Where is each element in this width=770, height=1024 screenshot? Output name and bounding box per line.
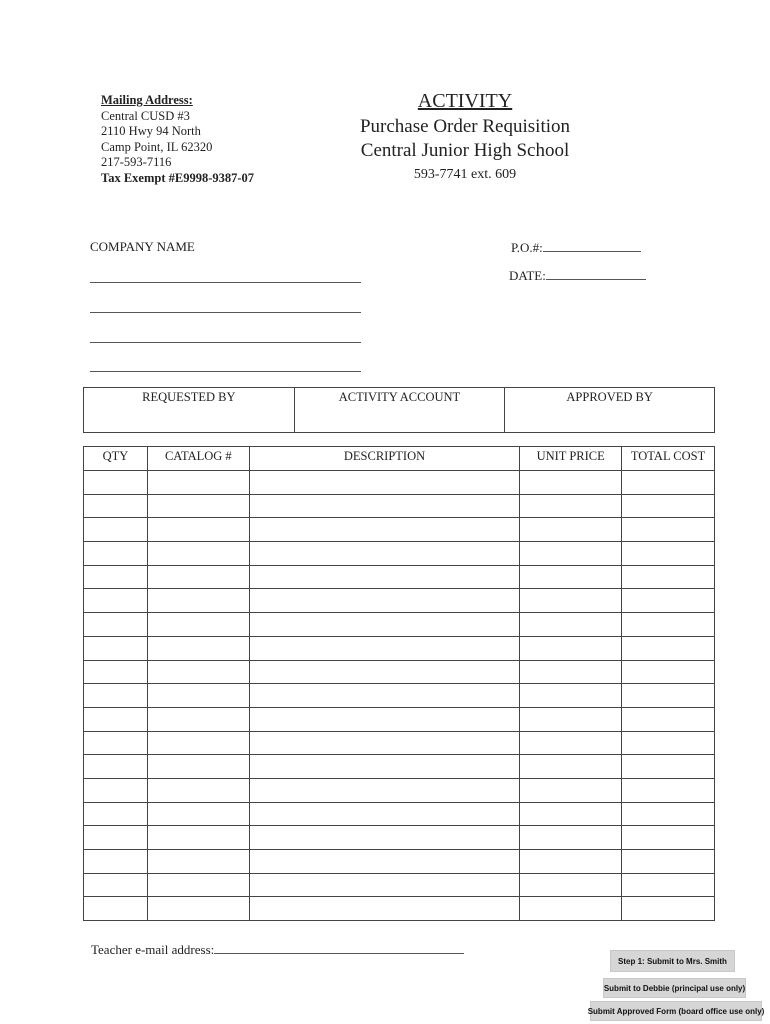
table-row <box>84 755 715 779</box>
mailing-address-line-2: 2110 Hwy 94 North <box>101 124 201 138</box>
table-row <box>84 589 715 613</box>
description-header: DESCRIPTION <box>249 447 520 471</box>
unit-price-cell[interactable] <box>520 518 622 542</box>
total-cost-cell[interactable] <box>622 873 715 897</box>
total-cost-header: TOTAL COST <box>622 447 715 471</box>
description-cell[interactable] <box>249 565 520 589</box>
submit-to-mrs-smith-button[interactable]: Step 1: Submit to Mrs. Smith <box>610 950 735 972</box>
table-row <box>84 613 715 637</box>
catalog-cell[interactable] <box>147 778 249 802</box>
total-cost-cell[interactable] <box>622 897 715 921</box>
catalog-cell[interactable] <box>147 471 249 495</box>
catalog-cell[interactable] <box>147 494 249 518</box>
submit-to-debbie-button[interactable]: Submit to Debbie (principal use only) <box>603 978 746 998</box>
company-name-field-3[interactable] <box>90 342 361 343</box>
approved-by-cell[interactable] <box>505 388 715 433</box>
catalog-cell[interactable] <box>147 802 249 826</box>
description-cell[interactable] <box>249 542 520 566</box>
description-cell[interactable] <box>249 518 520 542</box>
form-title-phone: 593-7741 ext. 609 <box>413 167 517 182</box>
qty-cell[interactable] <box>84 684 148 708</box>
unit-price-header: UNIT PRICE <box>520 447 622 471</box>
teacher-email-line[interactable] <box>214 943 464 954</box>
unit-price-cell[interactable] <box>520 826 622 850</box>
catalog-cell[interactable] <box>147 565 249 589</box>
qty-cell[interactable] <box>84 778 148 802</box>
description-cell[interactable] <box>249 613 520 637</box>
total-cost-cell[interactable] <box>622 589 715 613</box>
form-title-school: Central Junior High School <box>360 140 570 161</box>
activity-account-label: ACTIVITY ACCOUNT <box>338 390 461 404</box>
total-cost-cell[interactable] <box>622 707 715 731</box>
total-cost-cell[interactable] <box>622 565 715 589</box>
qty-cell[interactable] <box>84 897 148 921</box>
po-number-label: P.O.#: <box>511 240 543 255</box>
qty-cell[interactable] <box>84 565 148 589</box>
total-cost-cell[interactable] <box>622 684 715 708</box>
table-row <box>84 802 715 826</box>
items-header-row <box>84 447 715 471</box>
mailing-address-phone: 217-593-7116 <box>101 155 172 169</box>
tax-exempt-number: Tax Exempt #E9998-9387-07 <box>101 170 255 185</box>
table-row <box>84 873 715 897</box>
approved-by-label: APPROVED BY <box>566 390 653 404</box>
table-row <box>84 636 715 660</box>
total-cost-cell[interactable] <box>622 494 715 518</box>
unit-price-cell[interactable] <box>520 731 622 755</box>
total-cost-cell[interactable] <box>622 826 715 850</box>
qty-cell[interactable] <box>84 471 148 495</box>
table-row <box>84 684 715 708</box>
qty-header: QTY <box>84 447 148 471</box>
total-cost-cell[interactable] <box>622 660 715 684</box>
total-cost-cell[interactable] <box>622 518 715 542</box>
unit-price-cell[interactable] <box>520 707 622 731</box>
catalog-cell[interactable] <box>147 542 249 566</box>
description-cell[interactable] <box>249 873 520 897</box>
catalog-cell[interactable] <box>147 684 249 708</box>
requested-by-label: REQUESTED BY <box>142 390 236 404</box>
approvals-table <box>83 387 715 433</box>
unit-price-cell[interactable] <box>520 542 622 566</box>
table-row <box>84 731 715 755</box>
total-cost-cell[interactable] <box>622 542 715 566</box>
po-number-field[interactable] <box>511 240 641 256</box>
catalog-cell[interactable] <box>147 731 249 755</box>
description-cell[interactable] <box>249 494 520 518</box>
description-cell[interactable] <box>249 731 520 755</box>
unit-price-cell[interactable] <box>520 589 622 613</box>
table-row <box>84 660 715 684</box>
qty-cell[interactable] <box>84 850 148 874</box>
catalog-cell[interactable] <box>147 826 249 850</box>
total-cost-cell[interactable] <box>622 471 715 495</box>
catalog-cell[interactable] <box>147 707 249 731</box>
catalog-cell[interactable] <box>147 636 249 660</box>
qty-cell[interactable] <box>84 660 148 684</box>
items-table <box>83 446 715 921</box>
table-row <box>84 542 715 566</box>
table-row <box>84 778 715 802</box>
mailing-address-line-1: Central CUSD #3 <box>101 108 190 123</box>
requested-by-cell[interactable] <box>84 388 295 433</box>
company-name-field-4[interactable] <box>90 371 361 372</box>
qty-cell[interactable] <box>84 873 148 897</box>
description-cell[interactable] <box>249 850 520 874</box>
qty-cell[interactable] <box>84 589 148 613</box>
description-cell[interactable] <box>249 684 520 708</box>
unit-price-cell[interactable] <box>520 565 622 589</box>
unit-price-cell[interactable] <box>520 873 622 897</box>
company-name-field-1[interactable] <box>90 282 361 283</box>
total-cost-cell[interactable] <box>622 850 715 874</box>
catalog-cell[interactable] <box>147 660 249 684</box>
po-number-line[interactable] <box>543 241 641 252</box>
mailing-address-line-3: Camp Point, IL 62320 <box>101 139 213 154</box>
qty-cell[interactable] <box>84 802 148 826</box>
description-cell[interactable] <box>249 826 520 850</box>
items-table-body <box>84 471 715 921</box>
description-cell[interactable] <box>249 707 520 731</box>
unit-price-cell[interactable] <box>520 494 622 518</box>
table-row <box>84 707 715 731</box>
teacher-email-field[interactable] <box>91 942 464 958</box>
unit-price-cell[interactable] <box>520 897 622 921</box>
qty-cell[interactable] <box>84 755 148 779</box>
table-row <box>84 471 715 495</box>
company-name-label: COMPANY NAME <box>90 239 195 254</box>
description-cell[interactable] <box>249 755 520 779</box>
catalog-cell[interactable] <box>147 589 249 613</box>
catalog-cell[interactable] <box>147 850 249 874</box>
qty-cell[interactable] <box>84 826 148 850</box>
description-cell[interactable] <box>249 589 520 613</box>
unit-price-cell[interactable] <box>520 778 622 802</box>
mailing-address-block <box>101 93 254 186</box>
activity-account-cell[interactable] <box>294 388 505 433</box>
form-title-requisition: Purchase Order Requisition <box>359 116 570 137</box>
total-cost-cell[interactable] <box>622 731 715 755</box>
date-field[interactable] <box>509 268 646 284</box>
qty-cell[interactable] <box>84 613 148 637</box>
unit-price-cell[interactable] <box>520 660 622 684</box>
qty-cell[interactable] <box>84 707 148 731</box>
date-line[interactable] <box>546 269 646 280</box>
form-title-activity: ACTIVITY <box>417 90 513 112</box>
table-row <box>84 518 715 542</box>
description-cell[interactable] <box>249 471 520 495</box>
submit-approved-form-button[interactable]: Submit Approved Form (board office use only) <box>590 1001 762 1021</box>
description-cell[interactable] <box>249 802 520 826</box>
form-title-block <box>335 88 595 186</box>
table-row <box>84 897 715 921</box>
unit-price-cell[interactable] <box>520 471 622 495</box>
unit-price-cell[interactable] <box>520 802 622 826</box>
total-cost-cell[interactable] <box>622 755 715 779</box>
description-cell[interactable] <box>249 897 520 921</box>
mailing-address-header: Mailing Address: <box>101 93 193 107</box>
catalog-cell[interactable] <box>147 873 249 897</box>
qty-cell[interactable] <box>84 542 148 566</box>
unit-price-cell[interactable] <box>520 636 622 660</box>
catalog-cell[interactable] <box>147 518 249 542</box>
catalog-cell[interactable] <box>147 755 249 779</box>
unit-price-cell[interactable] <box>520 613 622 637</box>
description-cell[interactable] <box>249 778 520 802</box>
catalog-cell[interactable] <box>147 613 249 637</box>
qty-cell[interactable] <box>84 731 148 755</box>
table-row <box>84 850 715 874</box>
unit-price-cell[interactable] <box>520 684 622 708</box>
total-cost-cell[interactable] <box>622 778 715 802</box>
table-row <box>84 565 715 589</box>
catalog-header: CATALOG # <box>147 447 249 471</box>
total-cost-cell[interactable] <box>622 802 715 826</box>
teacher-email-label: Teacher e-mail address: <box>91 942 215 957</box>
unit-price-cell[interactable] <box>520 755 622 779</box>
description-cell[interactable] <box>249 660 520 684</box>
table-row <box>84 494 715 518</box>
total-cost-cell[interactable] <box>622 613 715 637</box>
description-cell[interactable] <box>249 636 520 660</box>
company-name-field-2[interactable] <box>90 312 361 313</box>
unit-price-cell[interactable] <box>520 850 622 874</box>
qty-cell[interactable] <box>84 494 148 518</box>
qty-cell[interactable] <box>84 518 148 542</box>
date-label: DATE: <box>509 268 546 283</box>
total-cost-cell[interactable] <box>622 636 715 660</box>
catalog-cell[interactable] <box>147 897 249 921</box>
qty-cell[interactable] <box>84 636 148 660</box>
table-row <box>84 826 715 850</box>
